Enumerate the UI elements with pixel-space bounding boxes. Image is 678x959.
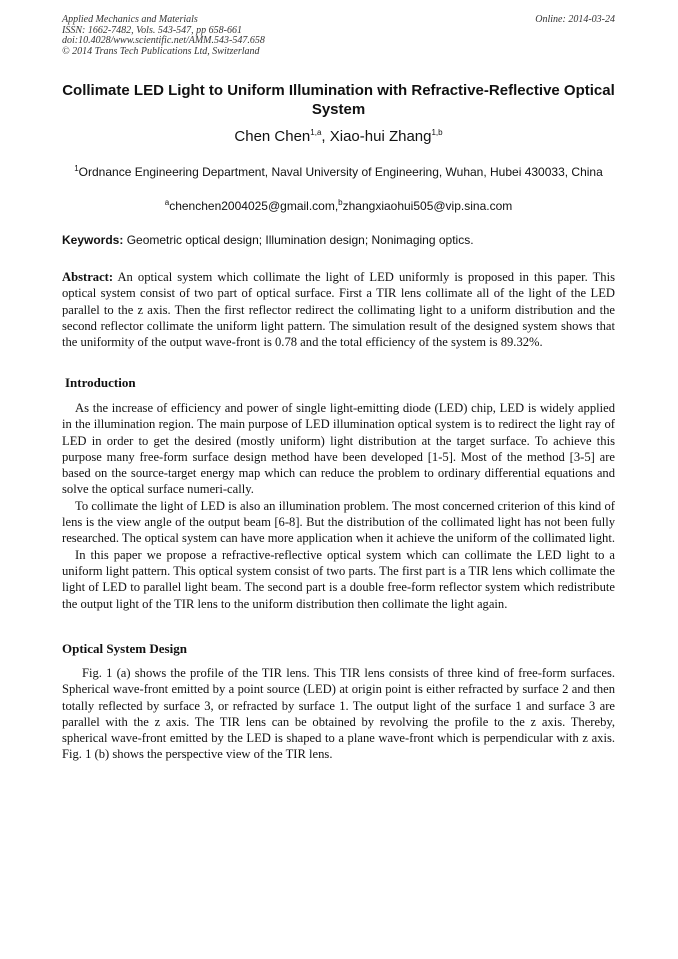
paper-title: Collimate LED Light to Uniform Illumination with Refractive-Reflective Optical System [62,82,615,118]
email-superscript: b [338,198,343,207]
keywords-text: Geometric optical design; Illumination design; Nonimaging optics. [123,233,474,247]
online-date: Online: 2014-03-24 [535,14,615,25]
abstract-label: Abstract: [62,270,114,284]
email-address[interactable]: chenchen2004025@gmail.com [169,199,335,213]
email-superscript: a [164,198,170,207]
issn-line: ISSN: 1662-7482, Vols. 543-547, pp 658-661 [62,24,242,36]
paragraph: In this paper we propose a refractive-reflective optical system which can collimate the LED light to a uniform light pattern. This optical system consist of two parts. The first part is a TIR lens which collimate the light of LED to parallel light beam. The second part is a double free-form reflector system which redistribute the output light of the TIR lens to the uniform distribution then collimate the light again. [62,547,615,611]
optical-system-design-section [62,665,615,763]
keywords [62,233,615,247]
author-line [62,128,615,145]
affiliation [62,161,615,180]
author-name: Chen Chen [234,128,311,145]
copyright-line: © 2014 Trans Tech Publications Ltd, Switzerland [62,45,260,57]
paragraph: Fig. 1 (a) shows the profile of the TIR lens. This TIR lens consists of three kind of free-form surfaces. Spherical wave-front emitted by a point source (LED) at origin point is either refracted by surface 2 and then totally reflected by surface 3, or refracted by surface 1. The output light of the surface 1 and surface 3 are parallel with the z axis. The TIR lens can be obtained by revolving the profile to the z axis. Thereby, spherical wave-front emitted by the LED is shaped to a plane wave-front which is perpendicular with z axis. Fig. 1 (b) shows the perspective view of the TIR lens. [62,666,615,762]
author-superscript: 1,a [310,128,322,137]
email-separator: , [334,199,339,213]
abstract-text: An optical system which collimate the light of LED uniformly is proposed in this paper. This optical system consist of two part of optical surface. First a TIR lens collimate all of the light of the LED parallel to the z axis. Then the first reflector redirect the collimating light to a uniform distribution and the second reflector collimate the uniform light pattern. The simulation result of the designed system shows that the uniformity of the output wave-front is 0.78 and the total efficiency of the system is 89.32%. [62,270,615,350]
journal-name: Applied Mechanics and Materials [62,14,198,25]
section-heading-optical-system-design: Optical System Design [62,641,187,656]
section-heading-introduction: Introduction [65,375,136,390]
email-line [62,198,615,213]
journal-header [62,15,615,57]
affiliation-text: Ordnance Engineering Department, Naval University of Engineering, Wuhan, Hubei 430033, China [78,165,603,179]
email-address[interactable]: zhangxiaohui505@vip.sina.com [342,199,513,213]
author-separator: , [321,128,330,145]
paragraph: As the increase of efficiency and power of single light-emitting diode (LED) chip, LED is widely applied in the illumination region. The main purpose of LED illumination optical system is to redirect the light ray of LED in order to get the desired (mostly uniform) light distribution at the target surface. To achieve this purpose many free-form surface design method have been developed [1-5]. Most of the method [3-5] are based on the source-target energy map which can reduce the problem to ordinary differential equations and solve the optical surface numeri-cally. [62,401,615,497]
abstract [62,269,615,350]
affiliation-superscript: 1 [74,164,79,173]
doi-line: doi:10.4028/www.scientific.net/AMM.543-547.658 [62,35,265,46]
paragraph: To collimate the light of LED is also an illumination problem. The most concerned criterion of this kind of lens is the view angle of the output beam [6-8]. But the distribution of the collimated light has not been fully researched. The optical system can have more application when it achieve the uniform of the collimated light. [62,498,615,546]
author-name: Xiao-hui Zhang [329,128,432,145]
keywords-label: Keywords: [62,233,124,247]
author-superscript: 1,b [431,128,443,137]
introduction-section [62,400,615,612]
